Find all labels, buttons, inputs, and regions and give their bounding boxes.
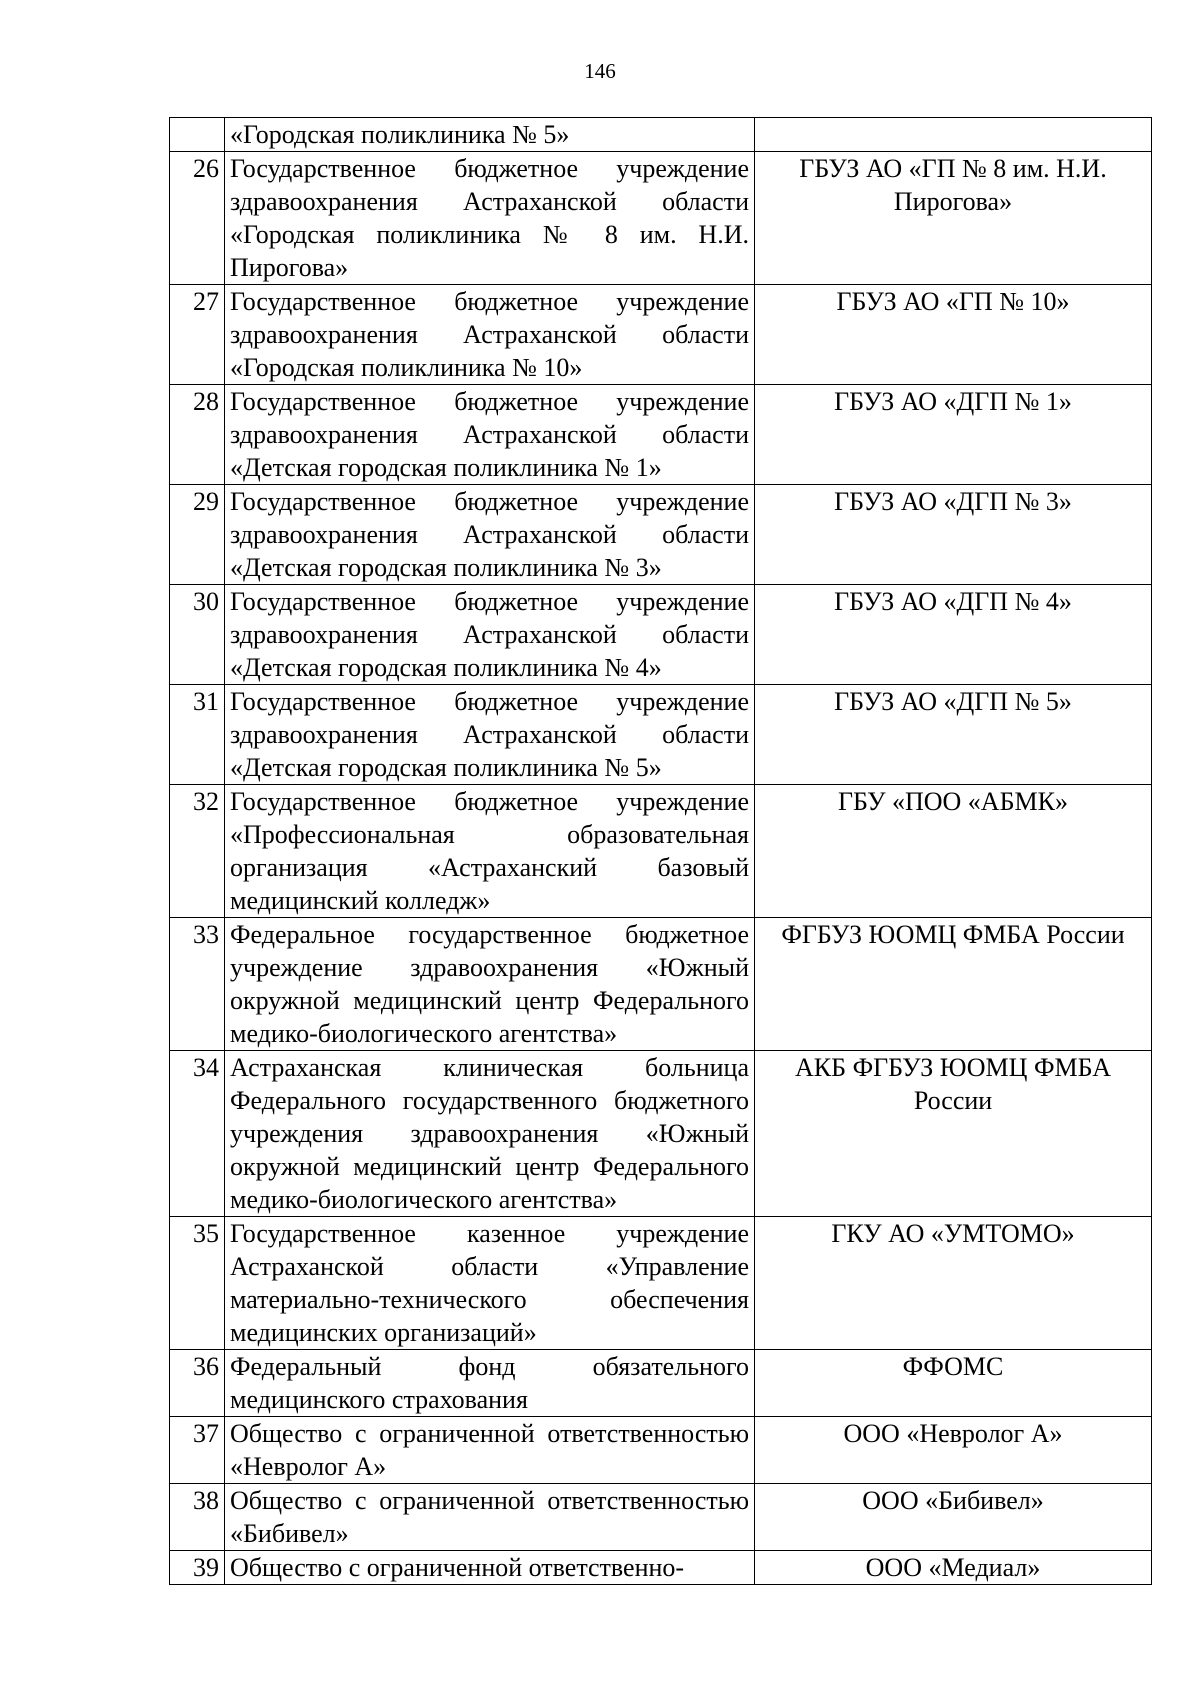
table-row — [170, 685, 1152, 785]
organization-full-name: Государственное бюджетное учреждение «Профессиональная образовательная организация «Астраханский базовый медицинский колледж» — [225, 785, 755, 918]
organization-short-name: ГБУЗ АО «ДГП № 1» — [755, 385, 1152, 485]
organizations-table — [169, 117, 1152, 1585]
organization-short-name: ГБУЗ АО «ДГП № 5» — [755, 685, 1152, 785]
organization-full-name: Государственное бюджетное учреждение здравоохранения Астраханской области «Городская поликлиника № 8 им. Н.И. Пирогова» — [225, 152, 755, 285]
organization-short-name — [755, 118, 1152, 152]
organization-full-name: Государственное бюджетное учреждение здравоохранения Астраханской области «Детская городская поликлиника № 4» — [225, 585, 755, 685]
table-row — [170, 1051, 1152, 1217]
organization-full-name: Федеральный фонд обязательного медицинского страхования — [225, 1350, 755, 1417]
table-row — [170, 1484, 1152, 1551]
row-number: 38 — [170, 1484, 225, 1551]
organization-short-name: ГБУЗ АО «ДГП № 3» — [755, 485, 1152, 585]
organization-short-name: ООО «Бибивел» — [755, 1484, 1152, 1551]
organization-full-name: Общество с ограниченной ответственностью «Бибивел» — [225, 1484, 755, 1551]
organization-full-name: Государственное бюджетное учреждение здравоохранения Астраханской области «Детская городская поликлиника № 3» — [225, 485, 755, 585]
table-row — [170, 118, 1152, 152]
table-row — [170, 785, 1152, 918]
row-number: 28 — [170, 385, 225, 485]
page-number: 146 — [584, 59, 616, 83]
table-row — [170, 152, 1152, 285]
table-row — [170, 585, 1152, 685]
table-row — [170, 1417, 1152, 1484]
row-number: 30 — [170, 585, 225, 685]
organization-short-name: АКБ ФГБУЗ ЮОМЦ ФМБА России — [755, 1051, 1152, 1217]
organization-full-name: Государственное бюджетное учреждение здравоохранения Астраханской области «Детская городская поликлиника № 1» — [225, 385, 755, 485]
organization-short-name: ГКУ АО «УМТОМО» — [755, 1217, 1152, 1350]
organization-short-name: ФФОМС — [755, 1350, 1152, 1417]
organization-short-name: ГБУЗ АО «ДГП № 4» — [755, 585, 1152, 685]
row-number: 35 — [170, 1217, 225, 1350]
row-number — [170, 118, 225, 152]
table-row — [170, 485, 1152, 585]
organization-full-name: Общество с ограниченной ответственностью «Невролог А» — [225, 1417, 755, 1484]
row-number: 27 — [170, 285, 225, 385]
row-number: 26 — [170, 152, 225, 285]
table-row — [170, 918, 1152, 1051]
organization-short-name: ООО «Медиал» — [755, 1551, 1152, 1585]
row-number: 33 — [170, 918, 225, 1051]
organization-short-name: ГБУЗ АО «ГП № 10» — [755, 285, 1152, 385]
organization-short-name: ФГБУЗ ЮОМЦ ФМБА России — [755, 918, 1152, 1051]
table-row — [170, 1350, 1152, 1417]
organization-full-name: Федеральное государственное бюджетное учреждение здравоохранения «Южный окружной медицинский центр Федерального медико-биологического агентства» — [225, 918, 755, 1051]
table-row — [170, 1217, 1152, 1350]
row-number: 32 — [170, 785, 225, 918]
organization-short-name: ООО «Невролог А» — [755, 1417, 1152, 1484]
organization-full-name: Государственное казенное учреждение Астраханской области «Управление материально-технического обеспечения медицинских организаций» — [225, 1217, 755, 1350]
row-number: 34 — [170, 1051, 225, 1217]
organization-full-name: Астраханская клиническая больница Федерального государственного бюджетного учреждения здравоохранения «Южный окружной медицинский центр Федерального медико-биологического агентства» — [225, 1051, 755, 1217]
organization-short-name: ГБУЗ АО «ГП № 8 им. Н.И. Пирогова» — [755, 152, 1152, 285]
row-number: 36 — [170, 1350, 225, 1417]
organization-full-name: Общество с ограниченной ответственно- — [225, 1551, 755, 1585]
row-number: 39 — [170, 1551, 225, 1585]
row-number: 31 — [170, 685, 225, 785]
row-number: 37 — [170, 1417, 225, 1484]
row-number: 29 — [170, 485, 225, 585]
table-row — [170, 285, 1152, 385]
organization-full-name: Государственное бюджетное учреждение здравоохранения Астраханской области «Городская поликлиника № 10» — [225, 285, 755, 385]
table-row — [170, 1551, 1152, 1585]
organization-full-name: «Городская поликлиника № 5» — [225, 118, 755, 152]
organization-short-name: ГБУ «ПОО «АБМК» — [755, 785, 1152, 918]
organization-full-name: Государственное бюджетное учреждение здравоохранения Астраханской области «Детская городская поликлиника № 5» — [225, 685, 755, 785]
table-row — [170, 385, 1152, 485]
